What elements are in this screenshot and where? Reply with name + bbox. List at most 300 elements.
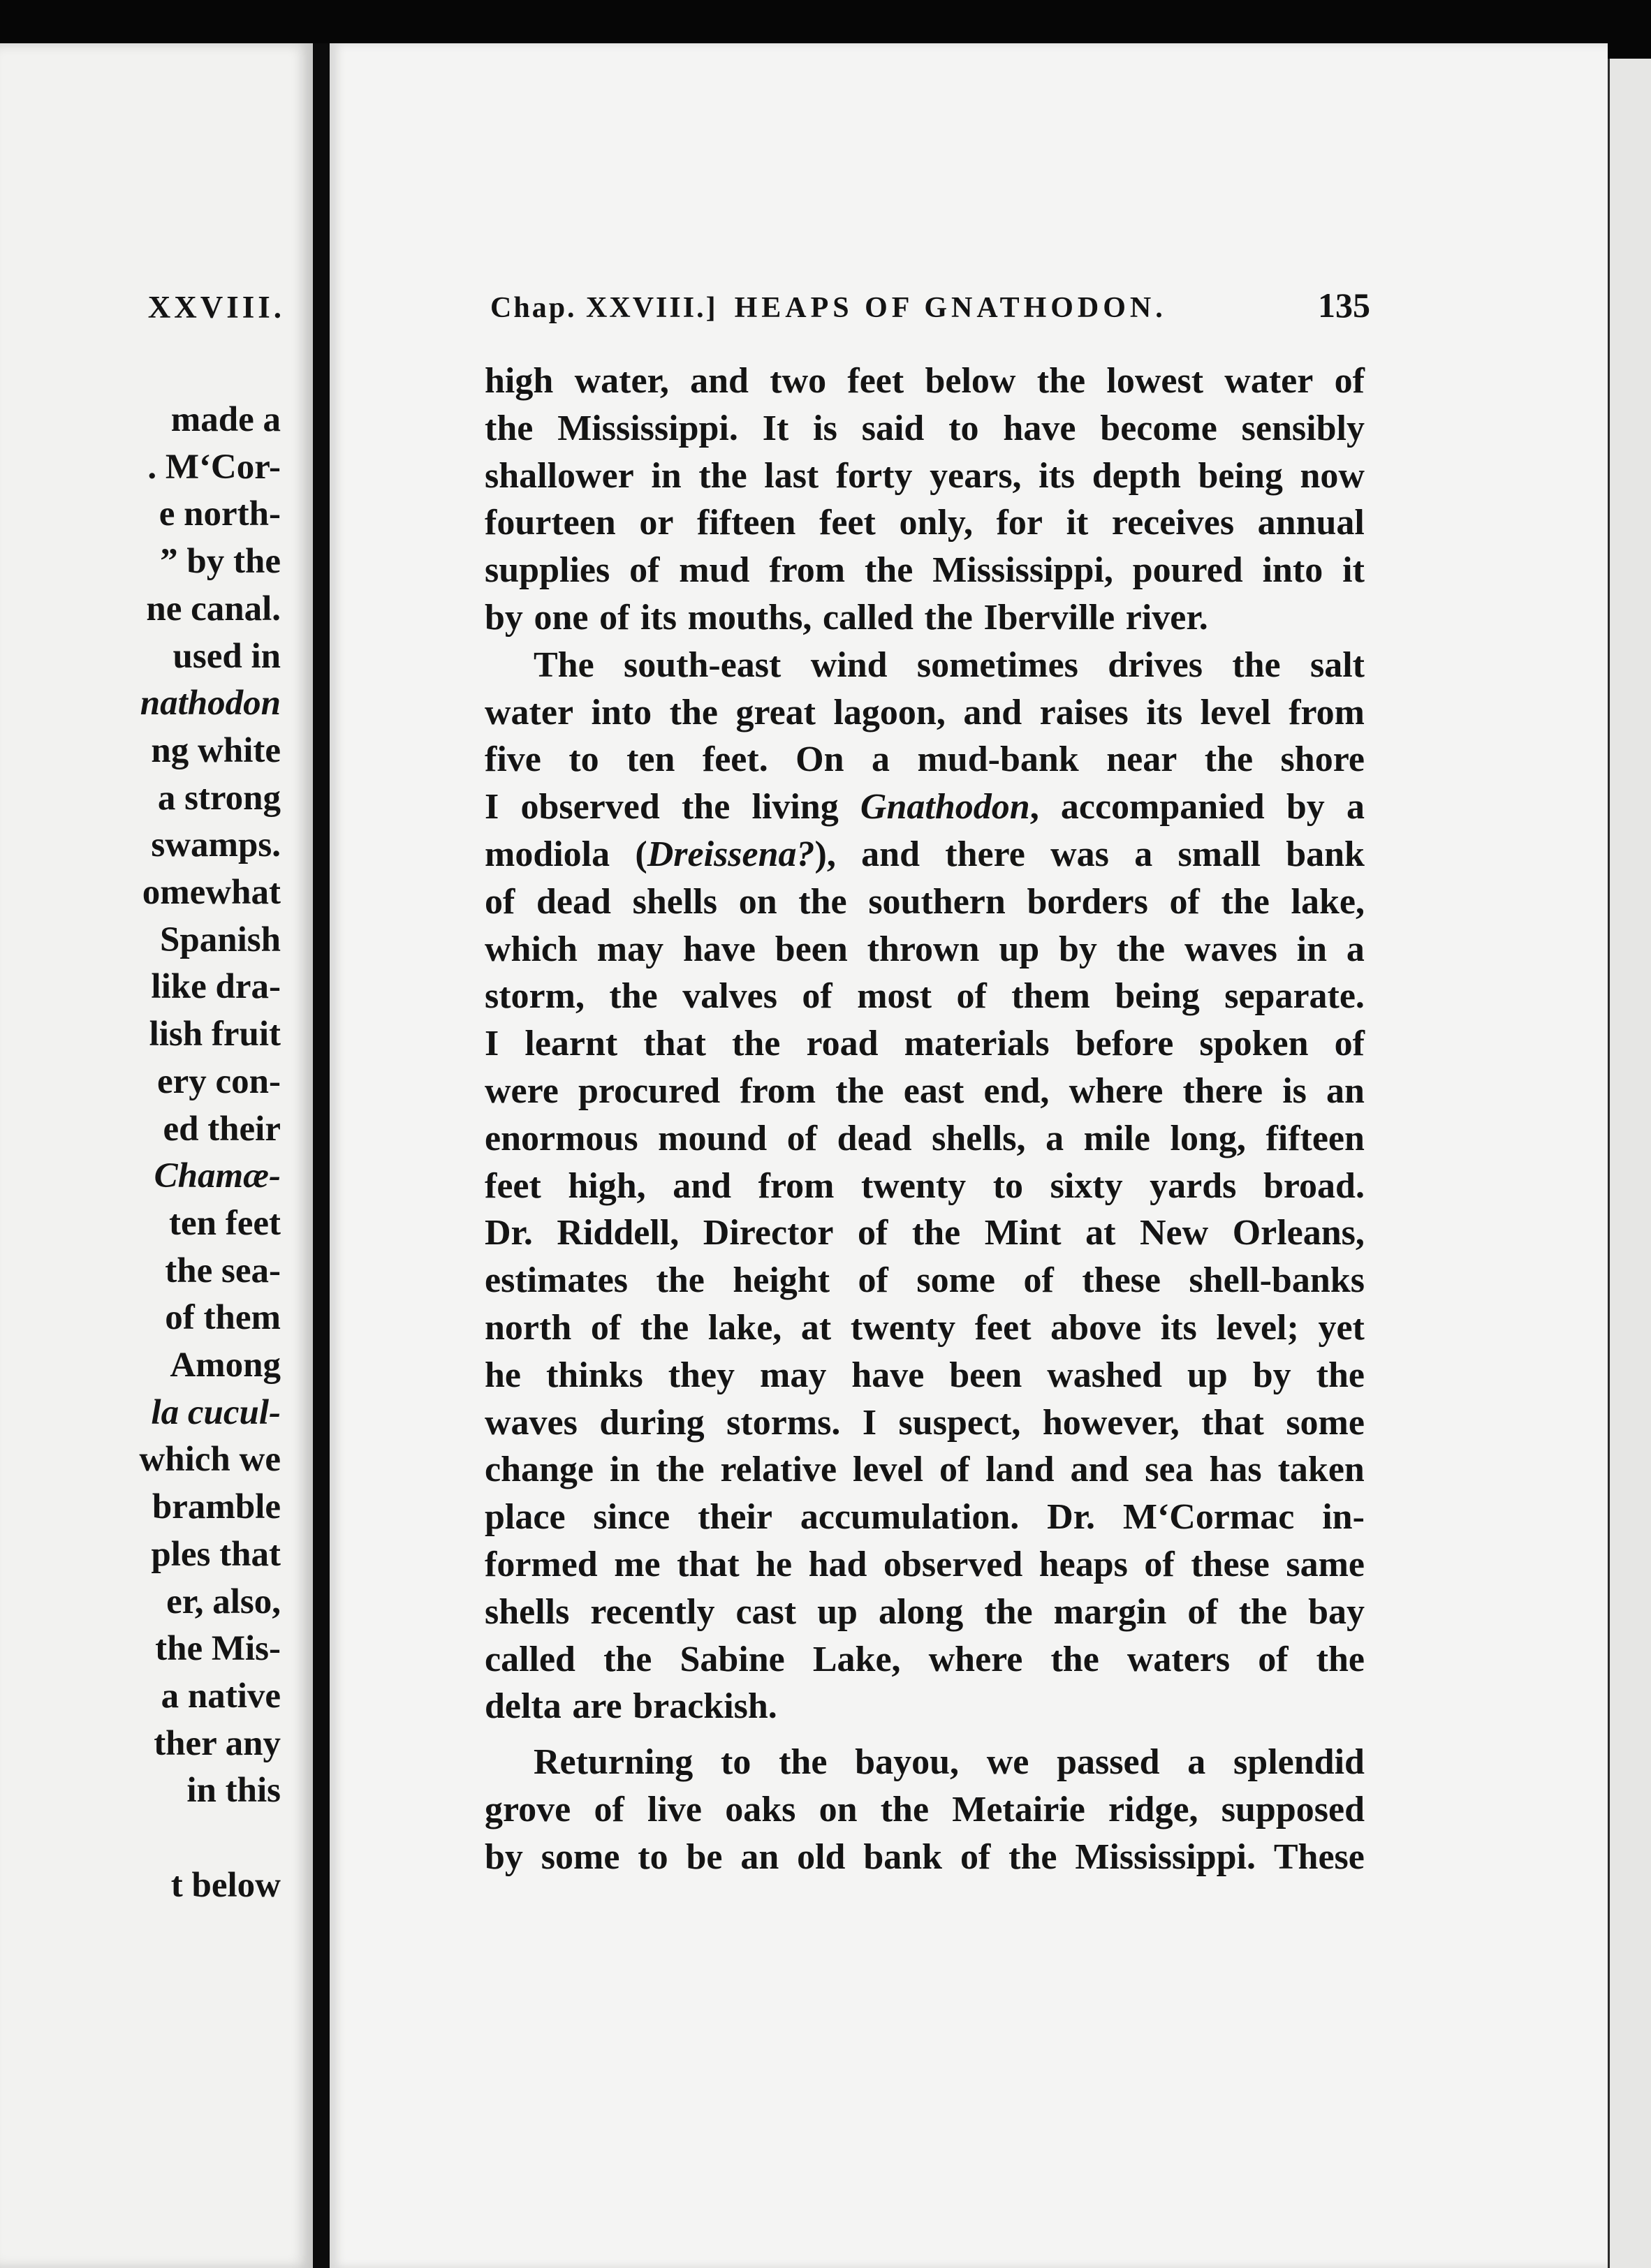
word: into [591, 692, 652, 732]
word: accumulation. [800, 1497, 1020, 1538]
word: they [668, 1355, 735, 1395]
left-text-line: swamps. [151, 825, 281, 865]
book-gutter [313, 43, 330, 2268]
word: of [1023, 1260, 1054, 1301]
word: formed [485, 1544, 598, 1584]
word: a [1346, 787, 1365, 827]
word: end, [983, 1070, 1050, 1111]
text-line [485, 358, 1365, 405]
word: we [986, 1742, 1029, 1783]
word: These [1273, 1836, 1365, 1877]
word: grove [485, 1789, 571, 1829]
word: were [485, 1070, 559, 1111]
word: to [568, 739, 599, 780]
word: its [640, 597, 677, 638]
word: feet [847, 361, 904, 401]
text-line [485, 1304, 1365, 1352]
word: waves [485, 1402, 578, 1443]
word: by [485, 597, 523, 638]
word: and [673, 1165, 732, 1206]
text-line [485, 452, 1365, 500]
word: to [992, 1165, 1024, 1206]
word: during [599, 1402, 705, 1443]
word: height [733, 1260, 830, 1301]
word: at [1085, 1213, 1116, 1253]
word: small [1177, 834, 1261, 874]
text-line [485, 405, 1365, 452]
word: storm, [485, 976, 585, 1017]
word: south-east [624, 645, 782, 685]
word: shore [1280, 739, 1365, 780]
page-number: 135 [1318, 286, 1370, 325]
text-line [485, 1589, 1365, 1636]
word: level; [1216, 1307, 1299, 1348]
word: called [822, 597, 913, 638]
word: up [817, 1591, 858, 1632]
word: into [1262, 550, 1323, 591]
word: where [1069, 1070, 1164, 1111]
word: Returning [534, 1742, 694, 1783]
word: the [798, 881, 847, 922]
left-text-line: Chamæ- [154, 1156, 281, 1196]
word: the [1050, 1639, 1099, 1679]
left-text-line: lish fruit [149, 1015, 281, 1054]
word: fifteen [1265, 1118, 1365, 1158]
word: broad. [1263, 1165, 1365, 1206]
word: level [1200, 692, 1271, 732]
word: drives [1108, 645, 1203, 685]
word: have [851, 1355, 925, 1395]
word: shells [485, 1591, 570, 1632]
word: observed [883, 1544, 1023, 1584]
chapter-label: Chap. XXVIII.] [490, 292, 718, 324]
word: valves [682, 976, 777, 1017]
word: of [858, 1260, 888, 1301]
word: Mint [984, 1213, 1062, 1253]
word: river. [1125, 597, 1208, 638]
word: the [1204, 739, 1254, 780]
word: there [945, 834, 1025, 874]
text-line [485, 547, 1365, 594]
word: to [638, 1836, 668, 1877]
word: below [925, 361, 1016, 401]
word: old [797, 1836, 846, 1877]
word: I [862, 1402, 877, 1443]
word: he [756, 1544, 793, 1584]
word: the [984, 1591, 1033, 1632]
left-text-line: like dra- [151, 967, 281, 1007]
word: live [647, 1789, 702, 1829]
left-running-head: XXVIII. [147, 290, 285, 325]
word: shells [632, 881, 717, 922]
word: become [1100, 408, 1217, 448]
word: said [861, 408, 925, 448]
left-text-line: ne canal. [146, 589, 281, 628]
word: waters [1127, 1639, 1231, 1679]
word: sea [1145, 1450, 1194, 1490]
left-text-line: used in [173, 636, 281, 676]
word: land [985, 1450, 1055, 1490]
word: twenty [860, 1165, 967, 1206]
word: the [1221, 881, 1270, 922]
word: been [949, 1355, 1022, 1395]
left-text-line: ples that [151, 1534, 281, 1574]
word: bank [1286, 834, 1365, 874]
word: the [1316, 1355, 1365, 1395]
word: some [916, 1260, 996, 1301]
text-line [485, 1257, 1365, 1304]
text-line [485, 1786, 1365, 1834]
text-line [485, 1494, 1365, 1541]
word: Riddell, [557, 1213, 680, 1253]
word: from [769, 550, 846, 591]
word: the [609, 976, 658, 1017]
word: separate. [1224, 976, 1365, 1017]
word: the [1008, 1836, 1057, 1877]
word: on [819, 1789, 858, 1829]
word: On [795, 739, 844, 780]
word: thinks [545, 1355, 643, 1395]
word: an [740, 1836, 779, 1877]
word: of [1187, 1591, 1218, 1632]
text-line [485, 1446, 1365, 1494]
word: the [779, 1742, 828, 1783]
word: Dr. [1047, 1497, 1096, 1538]
word: passed [1057, 1742, 1160, 1783]
word: at [800, 1307, 832, 1348]
word: years, [930, 455, 1022, 496]
left-text-line: ” by the [160, 542, 281, 582]
text-line [485, 1399, 1365, 1447]
word: these [1191, 1544, 1270, 1584]
word: near [1106, 739, 1177, 780]
word: materials [904, 1024, 1050, 1064]
text-line [485, 1683, 1365, 1730]
word: level [852, 1450, 924, 1490]
left-text-line: ng white [151, 730, 281, 770]
word: spoken [1199, 1024, 1309, 1064]
word: bay [1308, 1591, 1365, 1632]
word: washed [1047, 1355, 1162, 1395]
word: of [1144, 1544, 1175, 1584]
word: may [760, 1355, 827, 1395]
word: New [1139, 1213, 1209, 1253]
text-line [485, 1352, 1365, 1399]
word: sensibly [1241, 408, 1365, 448]
left-text-line: of them [165, 1298, 281, 1338]
left-text-line [0, 1815, 281, 1862]
left-text-line: nathodon [140, 684, 281, 723]
word: place [485, 1497, 566, 1538]
word: of [1334, 1024, 1365, 1064]
word: may [596, 929, 664, 969]
word: and [963, 692, 1022, 732]
word: the [1036, 361, 1086, 401]
word: borders [1027, 881, 1148, 922]
word: mud [679, 550, 750, 591]
word: the [924, 597, 973, 638]
left-text-line: ery con- [156, 1061, 281, 1101]
word: I [485, 1024, 499, 1064]
word: water [485, 692, 574, 732]
word: enormous [485, 1118, 638, 1158]
word: fifteen [697, 503, 796, 543]
word: the [911, 1213, 961, 1253]
word: shallower [485, 455, 634, 496]
text-line [485, 973, 1365, 1020]
word: salt [1309, 645, 1365, 685]
word: an [1326, 1070, 1365, 1111]
word: by [1286, 787, 1325, 827]
word: which [485, 929, 578, 969]
word: accompanied [1060, 787, 1265, 827]
word: Mississippi. [1075, 1836, 1256, 1877]
word: sixty [1050, 1165, 1123, 1206]
text-line [485, 831, 1365, 878]
word: Mississippi. [557, 408, 738, 448]
word: in [609, 1450, 640, 1490]
left-text-line: ten feet [169, 1203, 281, 1243]
word: and [690, 361, 749, 401]
left-text-line: omewhat [142, 873, 281, 913]
word: dead [837, 1118, 912, 1158]
left-text-line: e north- [159, 494, 281, 534]
running-head [490, 285, 1370, 325]
word: lake, [1291, 881, 1365, 922]
left-text-line: the sea- [165, 1251, 281, 1290]
text-line [485, 926, 1365, 973]
word: modiola [485, 834, 610, 874]
word: had [808, 1544, 867, 1584]
word: by [1059, 929, 1097, 969]
word: these [1082, 1260, 1161, 1301]
word: up [1187, 1355, 1228, 1395]
word: of [786, 1118, 818, 1158]
word: the [485, 408, 534, 448]
word: a [1134, 834, 1153, 874]
word: of [594, 1789, 624, 1829]
text-line [485, 1068, 1365, 1115]
word: only, [899, 503, 973, 543]
word: recently [590, 1591, 715, 1632]
word: great [735, 692, 816, 732]
word: the [656, 1450, 705, 1490]
left-page-text [0, 397, 281, 1910]
left-text-line: which we [139, 1440, 281, 1480]
word: a [1346, 929, 1365, 969]
word: of [599, 597, 630, 638]
word: has [1209, 1450, 1262, 1490]
word: up [999, 929, 1040, 969]
word: Orleans, [1232, 1213, 1365, 1253]
word: feet [974, 1307, 1032, 1348]
text-line [485, 594, 1365, 642]
word: learnt [524, 1024, 618, 1064]
word: the [698, 455, 747, 496]
word: feet [485, 1165, 541, 1206]
word: Iberville [983, 597, 1115, 638]
word: them [1011, 976, 1090, 1017]
word: to [721, 1742, 751, 1783]
word: suspect, [898, 1402, 1021, 1443]
word: that [643, 1024, 706, 1064]
word: Lake, [812, 1639, 901, 1679]
word: the [681, 787, 731, 827]
word: before [1075, 1024, 1174, 1064]
word: high [485, 361, 554, 401]
word: living [751, 787, 839, 827]
word: cast [735, 1591, 797, 1632]
left-text-line: a strong [157, 778, 281, 818]
word: last [764, 455, 819, 496]
left-text-line: made a [170, 400, 281, 439]
word: in [651, 455, 682, 496]
word: the [1116, 929, 1166, 969]
word: road [806, 1024, 879, 1064]
word: of [939, 1450, 970, 1490]
word: lowest [1106, 361, 1204, 401]
word: supplies [485, 550, 610, 591]
left-text-line: ed their [163, 1109, 281, 1149]
left-text-line: . M‘Cor- [147, 447, 281, 487]
word: feet [819, 503, 876, 543]
word: taken [1277, 1450, 1365, 1490]
word: of [802, 976, 832, 1017]
left-text-line: ther any [154, 1723, 281, 1763]
left-text-line: Spanish [160, 920, 281, 959]
word: The [534, 645, 594, 685]
word: twenty [850, 1307, 956, 1348]
text-line [485, 499, 1365, 547]
word: raises [1039, 692, 1129, 732]
word: in [1296, 929, 1328, 969]
word: bank [863, 1836, 943, 1877]
word: by [1252, 1355, 1291, 1395]
word: its [1039, 455, 1076, 496]
word: high, [568, 1165, 646, 1206]
word: of [960, 1836, 991, 1877]
text-line [485, 878, 1365, 926]
word: annual [1257, 503, 1365, 543]
text-line [485, 1020, 1365, 1068]
word: long, [1170, 1118, 1246, 1158]
word: the [1316, 1639, 1365, 1679]
word: is [813, 408, 837, 448]
word: same [1286, 1544, 1365, 1584]
word: from [1289, 692, 1365, 732]
word: water, [574, 361, 669, 401]
page-edge [1608, 59, 1651, 2268]
word: and [861, 834, 920, 874]
left-text-line: t below [170, 1865, 281, 1905]
word: that [1201, 1402, 1264, 1443]
word: fourteen [485, 503, 616, 543]
word: five [485, 739, 541, 780]
word: dead [536, 881, 611, 922]
word: one [534, 597, 589, 638]
text-line [485, 689, 1365, 737]
word: the [656, 1260, 705, 1301]
word: oaks [725, 1789, 796, 1829]
word: Metairie [952, 1789, 1085, 1829]
word: in- [1322, 1497, 1365, 1538]
word: brackish. [633, 1686, 777, 1727]
word: ten [626, 739, 675, 780]
word: It [762, 408, 789, 448]
word: delta [485, 1686, 562, 1727]
word: Mississippi, [932, 550, 1113, 591]
word: for [996, 503, 1043, 543]
left-text-line: a native [161, 1676, 281, 1716]
word: supposed [1221, 1789, 1365, 1829]
word: to [948, 408, 979, 448]
word: above [1050, 1307, 1142, 1348]
word: thrown [867, 929, 980, 969]
word: receives [1111, 503, 1235, 543]
word: sometimes [916, 645, 1078, 685]
text-line [485, 1739, 1365, 1786]
word: have [1003, 408, 1076, 448]
word: and [1070, 1450, 1129, 1490]
word: mile [1083, 1118, 1150, 1158]
word: of [858, 1213, 888, 1253]
word: their [698, 1497, 772, 1538]
word: feet. [702, 739, 768, 780]
word: is [1282, 1070, 1307, 1111]
word: the [732, 1024, 781, 1064]
left-text-line: la cucul- [151, 1392, 281, 1432]
word: me [614, 1544, 661, 1584]
left-text-line: er, also, [166, 1582, 281, 1621]
left-text-line: bramble [152, 1487, 281, 1527]
page-title: HEAPS OF GNATHODON. [734, 292, 1167, 324]
word: Gnathodon, [860, 787, 1039, 827]
word: of [1258, 1639, 1289, 1679]
word: southern [868, 881, 1006, 922]
word: the [640, 1307, 689, 1348]
word: estimates [485, 1260, 629, 1301]
text-line [485, 736, 1365, 783]
word: mound [658, 1118, 768, 1158]
word: the [1232, 645, 1281, 685]
word: the [835, 1070, 884, 1111]
word: that [677, 1544, 740, 1584]
body-text [485, 358, 1365, 1881]
word: from [758, 1165, 835, 1206]
word: on [738, 881, 777, 922]
word: shells, [932, 1118, 1026, 1158]
word: lagoon, [833, 692, 946, 732]
word: of [956, 976, 987, 1017]
word: waves [1184, 929, 1277, 969]
word: the [1238, 1591, 1288, 1632]
word: splendid [1233, 1742, 1365, 1783]
left-page [0, 43, 313, 2268]
word: a [872, 739, 890, 780]
word: storms. [726, 1402, 841, 1443]
word: be [686, 1836, 723, 1877]
word: forty [835, 455, 913, 496]
word: some [541, 1836, 620, 1877]
word: the [880, 1789, 930, 1829]
word: of [590, 1307, 622, 1348]
word: observed [520, 787, 660, 827]
word: yet [1318, 1307, 1365, 1348]
word: by [485, 1836, 523, 1877]
word: change [485, 1450, 594, 1490]
word: from [740, 1070, 816, 1111]
word: I [485, 787, 499, 827]
